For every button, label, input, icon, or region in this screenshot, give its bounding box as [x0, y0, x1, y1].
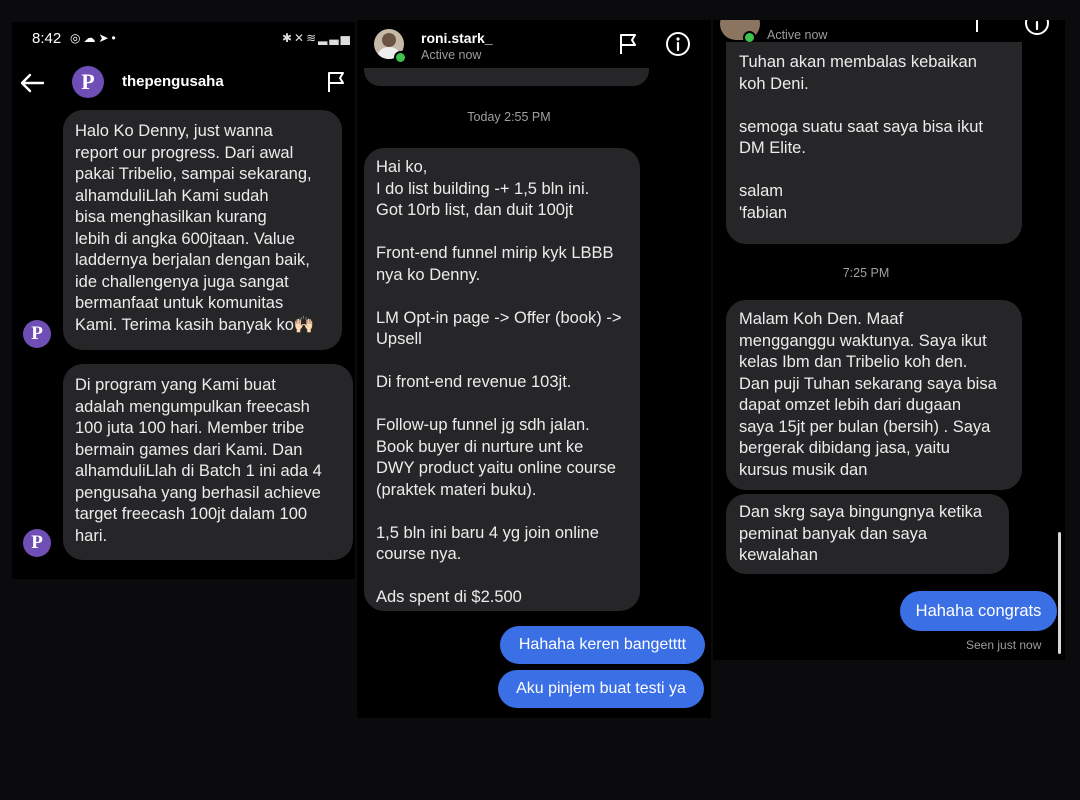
profile-avatar[interactable]: P	[72, 66, 104, 98]
active-status: Active now	[767, 28, 828, 42]
sent-message-1: Hahaha keren bangetttt	[500, 626, 705, 664]
received-message-bottom: Dan skrg saya bingungnya ketika peminat banyak dan saya kewalahan	[726, 494, 1009, 574]
sent-message-2: Aku pinjem buat testi ya	[498, 670, 704, 708]
flag-report-icon[interactable]	[973, 20, 997, 34]
seen-status: Seen just now	[966, 638, 1042, 652]
info-icon[interactable]	[1024, 20, 1050, 36]
chat-panel-roni-stark	[357, 20, 711, 718]
online-indicator	[394, 51, 407, 64]
chat-username[interactable]: thepengusaha	[122, 73, 224, 90]
received-message-1: Halo Ko Denny, just wanna report our progress. Dari awal pakai Tribelio, sampai sekarang, alhamduliLlah Kami sudah bisa menghasilkan kurang lebih di angka 600jtaan. Value laddernya berjalan dengan baik, ide challengenya juga sangat bermanfaat untuk komunitas Kami. Terima kasih banyak ko🙌🏻	[63, 110, 342, 350]
previous-message-edge	[364, 68, 649, 86]
chat-timestamp: Today 2:55 PM	[467, 110, 551, 124]
status-system-icons: ✱✕≋▂▃▅	[282, 31, 352, 45]
received-message-2: Di program yang Kami buat adalah mengumpulkan freecash 100 juta 100 hari. Member tribe bermain games dari Kami. Dan alhamduliLlah di Batch 1 ini ada 4 pengusaha yang berhasil achieve target freecash 100jt dalam 100 hari.	[63, 364, 353, 560]
received-message: Hai ko, I do list building -+ 1,5 bln ini. Got 10rb list, dan duit 100jt Front-end funnel mirip kyk LBBB nya ko Denny. LM Opt-in page -> Offer (book) -> Upsell Di front-end revenue 103jt. Follow-up funnel jg sdh jalan. Book buyer di nurture unt ke DWY product yaitu online course (praktek materi buku). 1,5 bln ini baru 4 yg join online course nya. Ads spent di $2.500	[364, 148, 640, 611]
received-message-top: Tuhan akan membalas kebaikan koh Deni. semoga suatu saat saya bisa ikut DM Elite. salam 'fabian	[726, 42, 1022, 244]
chat-panel-fabian	[713, 20, 1065, 660]
chat-panel-thepengusaha	[12, 22, 355, 579]
sent-message: Hahaha congrats	[900, 591, 1057, 631]
sender-avatar: P	[23, 529, 51, 557]
chat-username[interactable]: roni.stark_	[421, 30, 493, 46]
active-status: Active now	[421, 48, 482, 62]
sender-avatar: P	[23, 320, 51, 348]
back-arrow-icon[interactable]	[16, 68, 48, 98]
flag-report-icon[interactable]	[615, 31, 641, 57]
status-time: 8:42	[32, 30, 62, 47]
chat-timestamp: 7:25 PM	[842, 266, 890, 280]
received-message-mid: Malam Koh Den. Maaf mengganggu waktunya. Saya ikut kelas Ibm dan Tribelio koh den. Dan puji Tuhan sekarang saya bisa dapat omzet lebih dari dugaan saya 15jt per bulan (bersih) . Saya bergerak dibidang jasa, yaitu kursus musik dan	[726, 300, 1022, 490]
info-icon[interactable]	[664, 30, 692, 58]
flag-report-icon[interactable]	[322, 68, 350, 96]
scrollbar[interactable]	[1058, 532, 1061, 654]
status-notification-icons: ◎☁➤•	[70, 31, 119, 45]
